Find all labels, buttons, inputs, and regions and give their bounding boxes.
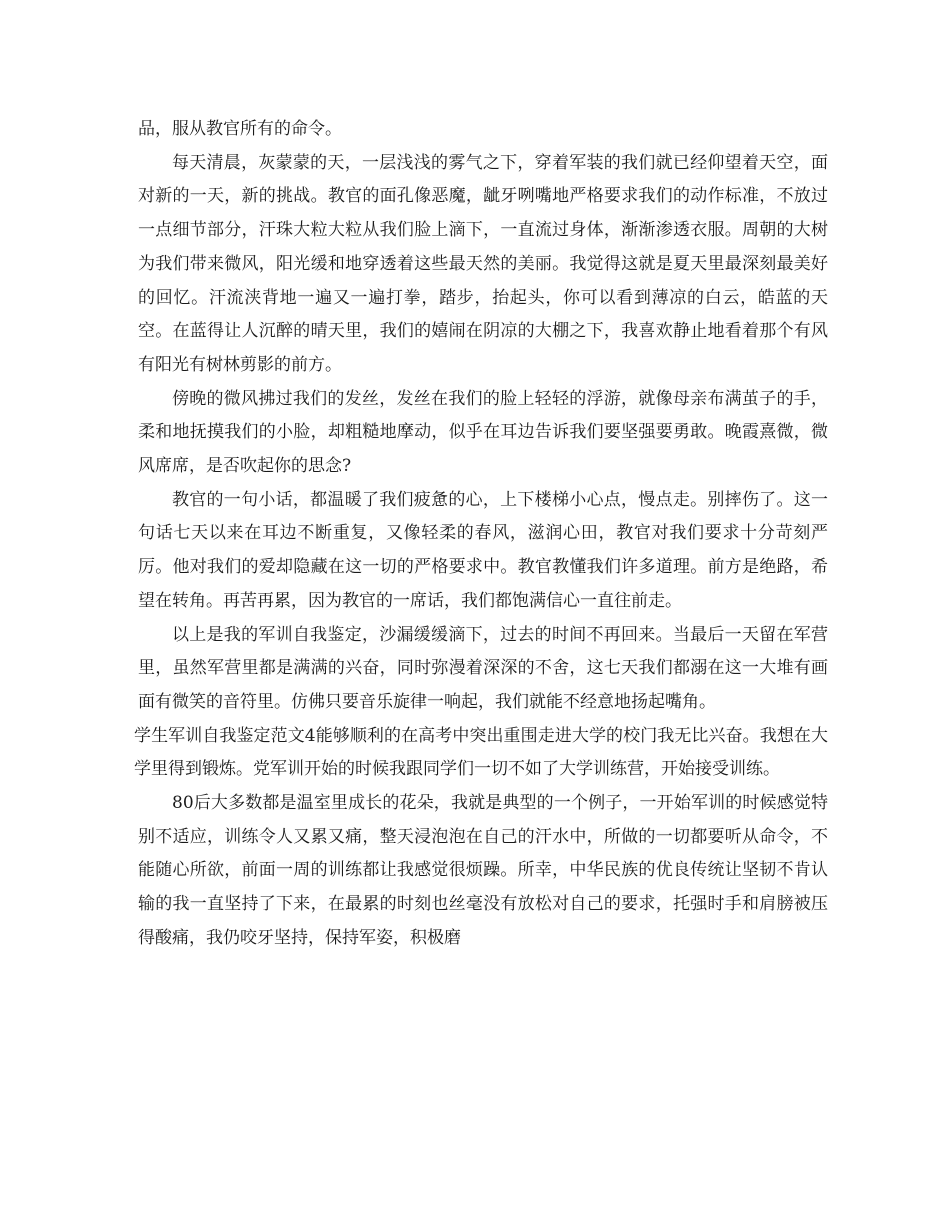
paragraph-5: 以上是我的军训自我鉴定，沙漏缓缓滴下，过去的时间不再回来。当最后一天留在军营里，虽然军营里都是满满的兴奋，同时弥漫着深深的不舍，这七天我们都溺在这一大堆有画面有微笑的音符里。仿佛只要音乐旋律一响起，我们就能不经意地扬起嘴角。	[138, 624, 828, 712]
document-body	[134, 113, 828, 956]
paragraph-7: 80后大多数都是温室里成长的花朵，我就是典型的一个例子，一开始军训的时候感觉特别不适应，训练令人又累又痛，整天浸泡泡在自己的汗水中，所做的一切都要听从命令，不能随心所欲，前面一周的训练都让我感觉很烦躁。所幸，中华民族的优良传统让坚韧不肯认输的我一直坚持了下来，在最累的时刻也丝毫没有放松对自己的要求，托强时手和肩膀被压得酸痛，我仍咬牙坚持，保持军姿，积极磨	[138, 793, 828, 948]
paragraph-2: 每天清晨，灰蒙蒙的天，一层浅浅的雾气之下，穿着军装的我们就已经仰望着天空，面对新的一天，新的挑战。教官的面孔像恶魔，龇牙咧嘴地严格要求我们的动作标准，不放过一点细节部分，汗珠大粒大粒从我们脸上滴下，一直流过身体，渐渐渗透衣服。周朝的大树为我们带来微风，阳光缓和地穿透着这些最天然的美丽。我觉得这就是夏天里最深刻最美好的回忆。汗流浃背地一遍又一遍打拳，踏步，抬起头，你可以看到薄凉的白云，皓蓝的天空。在蓝得让人沉醉的晴天里，我们的嬉闹在阴凉的大棚之下，我喜欢静止地看着那个有风有阳光有树林剪影的前方。	[138, 152, 828, 375]
paragraph-1: 品，服从教官所有的命令。	[138, 119, 342, 139]
paragraph-6: 学生军训自我鉴定范文4能够顺利的在高考中突出重围走进大学的校门我无比兴奋。我想在大学里得到锻炼。党军训开始的时候我跟同学们一切不如了大学训练营，开始接受训练。	[134, 725, 828, 780]
paragraph-4: 教官的一句小话，都温暖了我们疲惫的心，上下楼梯小心点，慢点走。别摔伤了。这一句话七天以来在耳边不断重复，又像轻柔的春风，滋润心田，教官对我们要求十分苛刻严厉。他对我们的爱却隐藏在这一切的严格要求中。教官教懂我们许多道理。前方是绝路，希望在转角。再苦再累，因为教官的一席话，我们都饱满信心一直往前走。	[138, 489, 828, 611]
paragraph-3: 傍晚的微风拂过我们的发丝，发丝在我们的脸上轻轻的浮游，就像母亲布满茧子的手，柔和地抚摸我们的小脸，却粗糙地摩动，似乎在耳边告诉我们要坚强要勇敢。晚霞熹微，微风席席，是否吹起你的思念?	[138, 388, 828, 477]
